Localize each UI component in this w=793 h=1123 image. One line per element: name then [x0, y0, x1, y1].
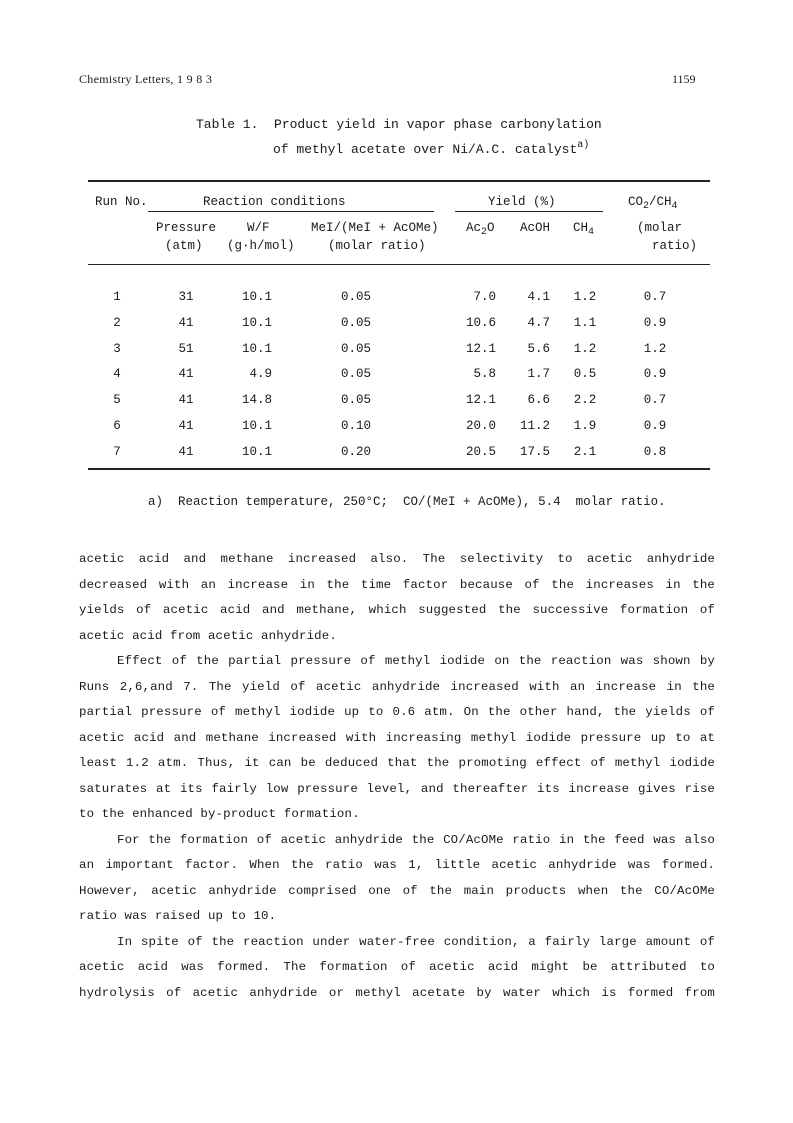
- cell-run: 3: [113, 341, 121, 356]
- body-line: For the formation of acetic anhydride the CO/AcOMe ratio in the feed was also: [117, 832, 715, 847]
- cell-ac2o: 5.8: [473, 367, 496, 382]
- col-co2-ch4: $CO_2/CH_4$: [628, 195, 678, 212]
- cell-wf: 10.1: [241, 341, 272, 356]
- cell-pressure: 41: [178, 367, 194, 382]
- cell-ratio: 0.9: [643, 419, 667, 433]
- cell-acoh: 17.5: [519, 444, 550, 459]
- cell-ac2o: 20.5: [465, 444, 496, 459]
- col-mei-ratio: MeI/(MeI + AcOMe): [311, 221, 439, 235]
- cell-ratio: 0.7: [643, 393, 667, 408]
- cell-run: 5: [113, 393, 121, 408]
- page-number: 1159: [672, 72, 696, 86]
- col-ratio: ratio): [652, 239, 698, 253]
- cell-run: 2: [113, 315, 121, 330]
- body-line: acetic acid from acetic anhydride.: [79, 628, 337, 643]
- table-head-rule: [88, 264, 710, 265]
- cell-ac2o: 20.0: [465, 419, 496, 433]
- cell-wf: 4.9: [249, 367, 272, 382]
- col-ch4: $CH_4$: [573, 221, 595, 238]
- col-molar: (molar: [637, 221, 683, 235]
- cell-ratio: 1.2: [643, 341, 667, 356]
- col-acoh: AcOH: [520, 221, 551, 235]
- cell-run: 1: [113, 290, 121, 304]
- cell-ch4: 0.5: [573, 367, 597, 382]
- cell-wf: 10.1: [241, 419, 272, 433]
- cell-run: 4: [113, 367, 121, 382]
- cell-mei: 0.05: [340, 367, 372, 382]
- col-ac2o: $Ac_2O$: [466, 221, 495, 238]
- cell-acoh: 5.6: [527, 341, 550, 356]
- cell-mei: 0.20: [340, 444, 372, 459]
- cell-acoh: 11.2: [519, 419, 550, 433]
- body-line: acetic acid was formed. The formation of acetic acid might be attributed to: [79, 960, 715, 974]
- cell-ch4: 2.2: [573, 393, 597, 408]
- cell-wf: 10.1: [241, 444, 272, 459]
- yield-group-rule: [455, 211, 603, 212]
- cell-ac2o: 10.6: [465, 315, 496, 330]
- body-line: In spite of the reaction under water-free condition, a fairly large amount of: [117, 934, 715, 949]
- running-head: Chemistry Letters, 1 9 8 3: [79, 72, 213, 86]
- cell-ch4: 2.1: [573, 444, 597, 459]
- cell-mei: 0.05: [340, 290, 372, 304]
- col-run-no: Run No.: [95, 195, 148, 209]
- cell-run: 7: [113, 444, 121, 459]
- cell-mei: 0.10: [340, 419, 372, 433]
- table-top-rule: [88, 180, 710, 182]
- col-wf-unit: (g·h/mol): [227, 239, 295, 253]
- cell-ac2o: 12.1: [465, 393, 496, 408]
- col-wf: W/F: [247, 221, 270, 235]
- cell-ratio: 0.8: [643, 444, 667, 459]
- body-line: least 1.2 atm. Thus, it can be deduced that the promoting effect of methyl iodide: [79, 756, 715, 770]
- cell-acoh: 4.1: [527, 290, 550, 304]
- body-line: to the enhanced by-product formation.: [79, 807, 360, 821]
- body-line: However, acetic anhydride comprised one of the main products when the CO/AcOMe: [79, 883, 715, 898]
- body-line: hydrolysis of acetic anhydride or methyl acetate by water which is formed from: [79, 985, 715, 1000]
- cell-ratio: 0.9: [643, 367, 667, 382]
- col-pressure: Pressure: [156, 221, 217, 235]
- col-pressure-unit: (atm): [165, 239, 203, 253]
- cell-ch4: 1.2: [573, 290, 597, 304]
- table-caption-line-1: Table 1. Product yield in vapor phase carbonylation: [196, 117, 602, 132]
- cell-ratio: 0.9: [643, 315, 667, 330]
- cell-mei: 0.05: [340, 315, 372, 330]
- body-line: ratio was raised up to 10.: [79, 909, 277, 923]
- col-group-reaction-conditions: Reaction conditions: [203, 195, 346, 209]
- cell-acoh: 1.7: [527, 367, 550, 382]
- cell-mei: 0.05: [340, 393, 372, 408]
- cell-wf: 14.8: [241, 393, 272, 408]
- body-line: yields of acetic acid and methane, which suggested the successive formation of: [79, 603, 715, 617]
- cell-ac2o: 7.0: [473, 290, 496, 304]
- cell-pressure: 31: [178, 290, 194, 304]
- cell-ch4: 1.9: [573, 419, 597, 433]
- table-bottom-rule: [88, 468, 710, 470]
- cell-acoh: 6.6: [527, 393, 550, 408]
- cell-wf: 10.1: [241, 290, 272, 304]
- cell-acoh: 4.7: [527, 315, 550, 330]
- footnote-marker: a): [577, 140, 590, 151]
- cell-pressure: 41: [178, 444, 194, 459]
- cell-ac2o: 12.1: [465, 341, 496, 356]
- body-line: Runs 2,6,and 7. The yield of acetic anhydride increased with an increase in the: [79, 679, 715, 694]
- body-line: acetic acid and methane increased with increasing methyl iodide pressure up to at: [79, 730, 715, 745]
- col-group-yield: Yield (%): [488, 195, 556, 209]
- cell-ratio: 0.7: [643, 290, 667, 304]
- conditions-group-rule: [148, 211, 434, 212]
- body-line: saturates at its fairly low pressure level, and thereafter its increase gives rise: [79, 781, 715, 796]
- col-mei-unit: (molar ratio): [328, 239, 426, 253]
- cell-ch4: 1.2: [573, 341, 597, 356]
- cell-mei: 0.05: [340, 341, 372, 356]
- cell-pressure: 41: [178, 393, 194, 408]
- body-line: an important factor. When the ratio was 1, little acetic anhydride was formed.: [79, 858, 715, 872]
- table-caption-line-2: of methyl acetate over Ni/A.C. catalyst$^{a)}$: [273, 140, 590, 157]
- body-line: decreased with an increase in the time factor because of the increases in the: [79, 577, 715, 592]
- body-line: acetic acid and methane increased also. The selectivity to acetic anhydride: [79, 552, 715, 566]
- cell-pressure: 41: [178, 419, 194, 433]
- cell-pressure: 41: [178, 315, 194, 330]
- table-footnote: a) Reaction temperature, 250°C; CO/(MeI + AcOMe), 5.4 molar ratio.: [148, 495, 666, 509]
- cell-ch4: 1.1: [573, 315, 597, 330]
- body-line: partial pressure of methyl iodide up to 0.6 atm. On the other hand, the yields of: [79, 705, 715, 719]
- cell-wf: 10.1: [241, 315, 272, 330]
- body-line: Effect of the partial pressure of methyl iodide on the reaction was shown by: [117, 654, 715, 668]
- cell-pressure: 51: [178, 341, 194, 356]
- cell-run: 6: [113, 419, 121, 433]
